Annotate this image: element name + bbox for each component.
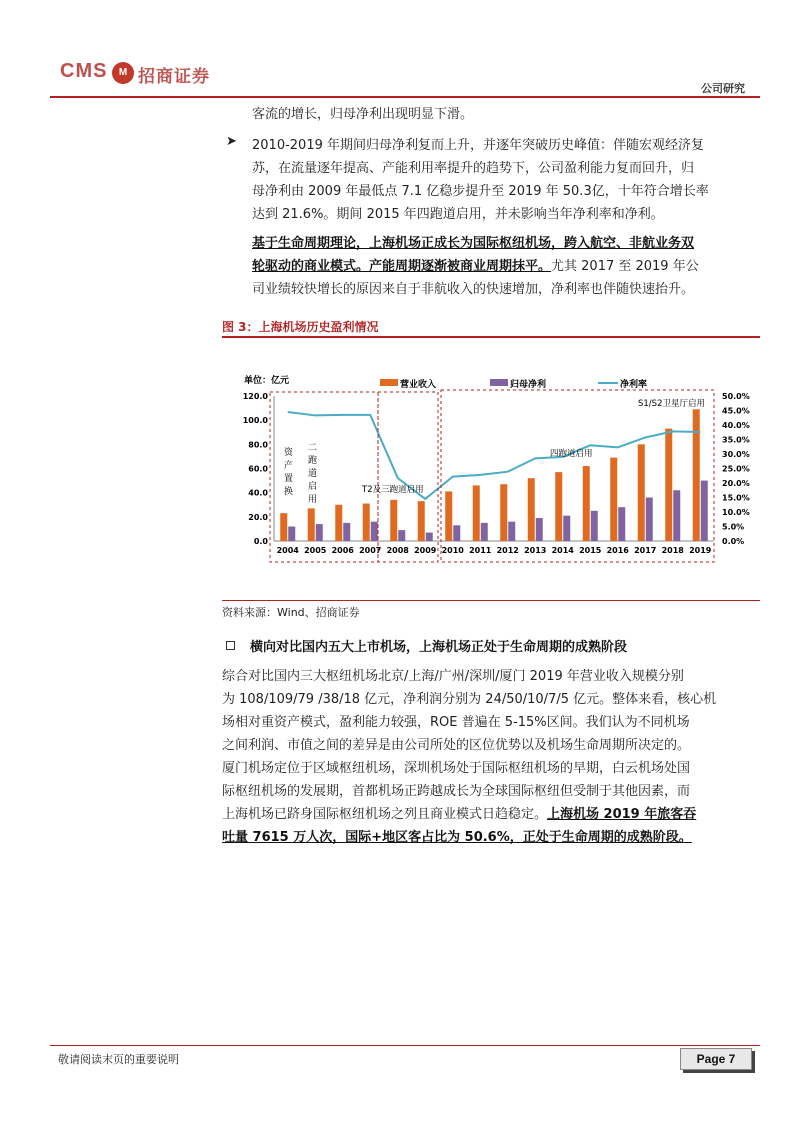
- paragraph-line: [222, 826, 760, 849]
- summary-paragraph: [252, 232, 760, 301]
- net-profit-bar: [563, 516, 570, 541]
- bar-series: [280, 409, 708, 541]
- x-tick-label: 2009: [414, 546, 437, 555]
- section-title: 横向对比国内五大上市机场，上海机场正处于生命周期的成熟阶段: [250, 640, 628, 655]
- net-profit-bar: [453, 525, 460, 541]
- figure-divider-top: [222, 336, 760, 338]
- section-bullet-icon: [226, 641, 235, 650]
- annotation-char: 换: [284, 487, 294, 497]
- net-profit-bar: [618, 507, 625, 541]
- right-axis-ticks: [722, 392, 750, 546]
- left-tick-label: 20.0: [248, 512, 268, 522]
- paragraph-line: 综合对比国内三大枢纽机场北京/上海/广州/深圳/厦门 2019 年营业收入规模分别: [222, 669, 684, 684]
- net-profit-bar: [673, 490, 680, 541]
- revenue-bar: [610, 458, 617, 541]
- page-number: Page 7: [680, 1048, 752, 1070]
- paragraph-line: 厦门机场定位于区域枢纽机场，深圳机场处于国际枢纽机场的早期，白云机场处国: [222, 761, 691, 776]
- x-tick-label: 2015: [579, 546, 602, 555]
- revenue-bar: [500, 484, 507, 541]
- header-divider: [50, 96, 760, 98]
- revenue-bar: [473, 485, 480, 541]
- legend-label-margin: 净利率: [620, 380, 648, 390]
- annotation-char: 资: [284, 448, 294, 458]
- left-tick-label: 80.0: [248, 440, 268, 450]
- bullet-paragraph: [252, 134, 760, 226]
- revenue-bar: [528, 478, 535, 541]
- figure-divider-bottom: [222, 600, 760, 601]
- x-tick-label: 2005: [304, 546, 327, 555]
- revenue-bar: [583, 466, 590, 541]
- x-tick-label: 2017: [634, 546, 657, 555]
- paragraph-line: [252, 255, 760, 278]
- right-tick-label: 40.0%: [722, 421, 750, 430]
- net-profit-bar: [371, 522, 378, 541]
- annotation-char: 二: [308, 443, 318, 453]
- net-profit-bar: [646, 498, 653, 542]
- right-tick-label: 35.0%: [722, 435, 750, 445]
- annotation-asset-swap: [284, 446, 294, 497]
- paragraph-text: 上海机场已跻身国际枢纽机场之列且商业模式日趋稳定。: [222, 807, 548, 822]
- logo-company-name: 招商证券: [138, 67, 210, 87]
- footer-disclaimer: 敬请阅读末页的重要说明: [58, 1053, 179, 1066]
- annotation-char: 道: [308, 469, 318, 479]
- paragraph-line: 场相对重资产模式，盈利能力较强，ROE 普遍在 5-15%区间。我们认为不同机场: [222, 715, 690, 730]
- paragraph-line: 达到 21.6%。期间 2015 年四跑道启用，并未影响当年净利率和净利。: [252, 207, 664, 222]
- annotation-fourth-runway: 四跑道启用: [550, 449, 593, 459]
- figure-title: 图 3：上海机场历史盈利情况: [222, 320, 379, 334]
- annotation-t2-third-runway: T2及三跑道启用: [362, 485, 424, 495]
- annotation-satellite-hall: S1/S2卫星厅启用: [638, 399, 705, 409]
- revenue-bar: [418, 501, 425, 541]
- x-tick-label: 2014: [551, 546, 574, 555]
- left-tick-label: 0.0: [253, 537, 268, 546]
- paragraph-line: 母净利由 2009 年最低点 7.1 亿稳步提升至 2019 年 50.3亿，十年符合增长率: [252, 184, 709, 199]
- annotation-second-runway: [308, 443, 317, 505]
- paragraph-line: 2010-2019 年期间归母净利复而上升，并逐年突破历史峰值：伴随宏观经济复: [252, 138, 704, 153]
- revenue-bar: [390, 500, 397, 541]
- revenue-bar: [335, 505, 342, 541]
- left-tick-label: 60.0: [248, 464, 268, 474]
- x-tick-label: 2019: [689, 546, 712, 555]
- paragraph-line: 之间利润、市值之间的差异是由公司所处的区位优势以及机场生命周期所决定的。: [222, 738, 691, 753]
- logo-badge-icon: M: [112, 62, 134, 84]
- logo-cms-text: CMS: [60, 60, 108, 82]
- right-tick-label: 0.0%: [722, 537, 745, 546]
- legend-label-net-profit: 归母净利: [510, 380, 547, 390]
- left-tick-label: 120.0: [242, 392, 268, 401]
- annotation-char: 置: [284, 474, 294, 484]
- left-tick-label: 40.0: [248, 488, 268, 498]
- footer-divider: [50, 1045, 760, 1046]
- right-tick-label: 45.0%: [722, 406, 750, 416]
- comparison-paragraph: [222, 665, 760, 849]
- revenue-bar: [363, 504, 370, 541]
- x-tick-label: 2011: [469, 546, 492, 555]
- net-profit-bar: [288, 527, 295, 542]
- annotation-char: 用: [308, 495, 318, 505]
- revenue-bar: [308, 508, 315, 541]
- figure-source: 资料来源：Wind、招商证券: [222, 606, 360, 619]
- bold-highlight: 基于生命周期理论，上海机场正成长为国际枢纽机场，跨入航空、非航业务双: [252, 236, 695, 251]
- right-tick-label: 50.0%: [722, 392, 750, 401]
- annotation-char: 跑: [308, 456, 318, 466]
- paragraph-line: [252, 232, 760, 255]
- x-tick-label: 2007: [359, 546, 382, 555]
- x-tick-label: 2018: [661, 546, 684, 555]
- net-profit-bar: [508, 522, 515, 541]
- net-profit-bar: [316, 524, 323, 541]
- x-tick-label: 2010: [441, 546, 464, 555]
- chart-unit-label: 单位：亿元: [244, 376, 290, 386]
- paragraph-line: 司业绩较快增长的原因来自于非航收入的快速增加，净利率也伴随快速抬升。: [252, 282, 695, 297]
- x-tick-label: 2016: [606, 546, 629, 555]
- right-tick-label: 25.0%: [722, 464, 750, 474]
- net-profit-bar: [536, 518, 543, 541]
- legend-swatch-net-profit: [490, 379, 508, 386]
- revenue-bar: [555, 472, 562, 541]
- x-tick-label: 2006: [331, 546, 354, 555]
- bullet-arrow-icon: ➤: [226, 134, 237, 149]
- legend-label-revenue: 营业收入: [400, 380, 437, 390]
- paragraph-line: [222, 803, 760, 826]
- annotation-char: 产: [284, 461, 294, 471]
- paragraph-line: 苏，在流量逐年提高、产能利用率提升的趋势下，公司盈利能力复而回升，归: [252, 161, 695, 176]
- paragraph-line: 为 108/109/79 /38/18 亿元，净利润分别为 24/50/10/7/5 亿元。整体来看，核心机: [222, 692, 717, 707]
- x-tick-label: 2004: [276, 546, 299, 555]
- revenue-bar: [445, 491, 452, 541]
- left-tick-label: 100.0: [242, 416, 268, 426]
- paragraph-line: 际枢纽机场的发展期，首都机场正跨越成长为全球国际枢纽但受制于其他因素，而: [222, 784, 691, 799]
- revenue-bar: [638, 444, 645, 541]
- chart-legend: [380, 378, 647, 390]
- bold-highlight: 上海机场 2019 年旅客吞: [547, 807, 697, 822]
- revenue-bar: [280, 513, 287, 541]
- net-profit-bar: [591, 511, 598, 541]
- x-tick-label: 2008: [386, 546, 409, 555]
- paragraph-line: 客流的增长，归母净利出现明显下滑。: [252, 107, 474, 122]
- bold-highlight: 吐量 7615 万人次，国际+地区客占比为 50.6%，正处于生命周期的成熟阶段。: [222, 830, 692, 845]
- right-tick-label: 30.0%: [722, 450, 750, 459]
- revenue-bar: [665, 429, 672, 541]
- net-profit-bar: [398, 530, 405, 541]
- right-tick-label: 15.0%: [722, 493, 750, 503]
- net-profit-bar: [426, 533, 433, 541]
- right-tick-label: 10.0%: [722, 508, 750, 517]
- revenue-bar: [693, 409, 700, 541]
- annotation-char: 启: [308, 482, 318, 492]
- x-axis-ticks: [277, 546, 712, 555]
- report-section-label: 公司研究: [701, 82, 745, 95]
- net-profit-bar: [481, 523, 488, 541]
- bold-highlight: 轮驱动的商业模式。产能周期逐渐被商业周期抹平。: [252, 259, 552, 274]
- legend-swatch-revenue: [380, 379, 398, 386]
- right-tick-label: 5.0%: [722, 522, 745, 532]
- left-axis-ticks: [243, 392, 269, 546]
- profit-history-chart: [222, 340, 760, 598]
- right-tick-label: 20.0%: [722, 479, 750, 488]
- net-profit-bar: [343, 523, 350, 541]
- paragraph-text: 尤其 2017 至 2019 年公: [551, 259, 699, 274]
- x-tick-label: 2013: [524, 546, 547, 555]
- net-profit-bar: [701, 481, 708, 541]
- x-tick-label: 2012: [496, 546, 519, 555]
